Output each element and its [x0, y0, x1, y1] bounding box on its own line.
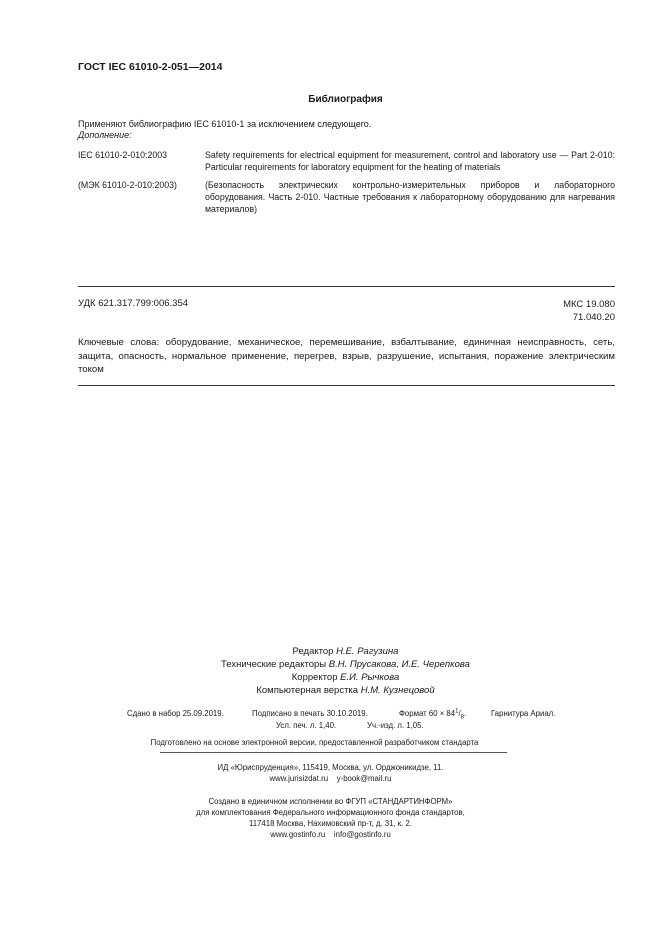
- addition-label: Дополнение:: [78, 130, 132, 140]
- producer-website[interactable]: www.gostinfo.ru: [270, 830, 326, 839]
- reference-code: (МЭК 61010-2-010:2003): [78, 180, 177, 190]
- mks-code: МКС 19.080: [563, 299, 615, 310]
- reference-text: Safety requirements for electrical equipment for measurement, control and laboratory use — Part 2-010: Particular requirements for laboratory equipment for the heating of materials: [205, 150, 615, 172]
- format-suffix: .: [463, 709, 467, 718]
- section-title: Библиография: [308, 94, 383, 105]
- prepared-note: Подготовлено на основе электронной версии, предоставленной разработчиком стандарта: [150, 738, 479, 747]
- publisher-email[interactable]: y-book@mail.ru: [336, 774, 392, 783]
- producer-email[interactable]: info@gostinfo.ru: [333, 830, 391, 839]
- producer-address: 117418 Москва, Нахимовский пр-т, д. 31, к. 2.: [248, 819, 413, 828]
- udk-code: УДК 621.317.799:006.354: [78, 298, 189, 309]
- producer-line: Создано в единичном исполнении во ФГУП «СТАНДАРТИНФОРМ»: [208, 797, 453, 806]
- reference-text: (Безопасность электрических контрольно-измерительных приборов и лабораторного оборудования. Часть 2-010. Частные требования к лабораторному оборудованию для нагревания материалов): [205, 180, 615, 214]
- corrector-line: [0, 671, 661, 684]
- publisher-website[interactable]: www.jurisizdat.ru: [269, 774, 329, 783]
- paper-format: Формат $60 \times 84^1/_8$.: [399, 708, 467, 721]
- divider: [160, 752, 507, 753]
- format-numerator: 1: [455, 708, 459, 715]
- reference-code: IEC 61010-2-010:2003: [78, 150, 168, 160]
- format-denominator: 8: [460, 714, 464, 721]
- format-text: Формат 60 × 84: [399, 709, 456, 718]
- print-sheets: Усл. печ. л. 1,40.: [276, 721, 337, 730]
- divider: [78, 385, 615, 386]
- standard-id-header: ГОСТ IEC 61010-2-051—2014: [78, 61, 223, 73]
- reference-row: [78, 149, 615, 175]
- submitted-date: Сдано в набор 25.09.2019.: [127, 709, 224, 718]
- publication-sheets: Уч.-изд. л. 1,05.: [367, 721, 424, 730]
- publisher-address: ИД «Юриспруденция», 115419, Москва, ул. Орджоникидзе, 11.: [217, 763, 444, 772]
- print-info: [127, 708, 567, 732]
- tech-editors-line: [0, 658, 661, 671]
- reference-row: [78, 179, 615, 219]
- intro-line: Применяют библиографию IEC 61010-1 за исключением следующего.: [78, 119, 372, 129]
- publisher-contacts: [0, 773, 661, 784]
- signed-date: Подписано в печать 30.10.2019.: [252, 709, 368, 718]
- staff-credits: [0, 645, 661, 697]
- editor-label: Редактор: [292, 646, 334, 657]
- layout-line: [0, 684, 661, 697]
- producer-line: для комплектования Федерального информационного фонда стандартов,: [196, 808, 465, 817]
- intro-text: [78, 119, 371, 141]
- producer-info: [0, 796, 661, 840]
- producer-contacts: [0, 829, 661, 840]
- typeface: Гарнитура Ариал.: [491, 709, 556, 718]
- layout-label: Компьютерная верстка: [256, 685, 359, 696]
- tech-editors-names: В.Н. Прусакова, И.Е. Черепкова: [328, 659, 470, 670]
- publisher-info: [0, 762, 661, 784]
- divider: [78, 286, 615, 287]
- tech-editors-label: Технические редакторы: [221, 659, 327, 670]
- editor-name: Н.Е. Рагузина: [336, 646, 399, 657]
- editor-line: [0, 645, 661, 658]
- mks-codes: [540, 298, 615, 324]
- corrector-name: Е.И. Рычкова: [340, 672, 400, 683]
- corrector-label: Корректор: [291, 672, 338, 683]
- layout-name: Н.М. Кузнецовой: [360, 685, 435, 696]
- mks-code: 71.040.20: [572, 312, 615, 323]
- keywords: Ключевые слова: оборудование, механическое, перемешивание, взбалтывание, единичная неисправность, сеть, защита, опасность, нормальное применение, перегрев, взрыв, разрушение, испытания, поражение электрическим током: [78, 337, 615, 375]
